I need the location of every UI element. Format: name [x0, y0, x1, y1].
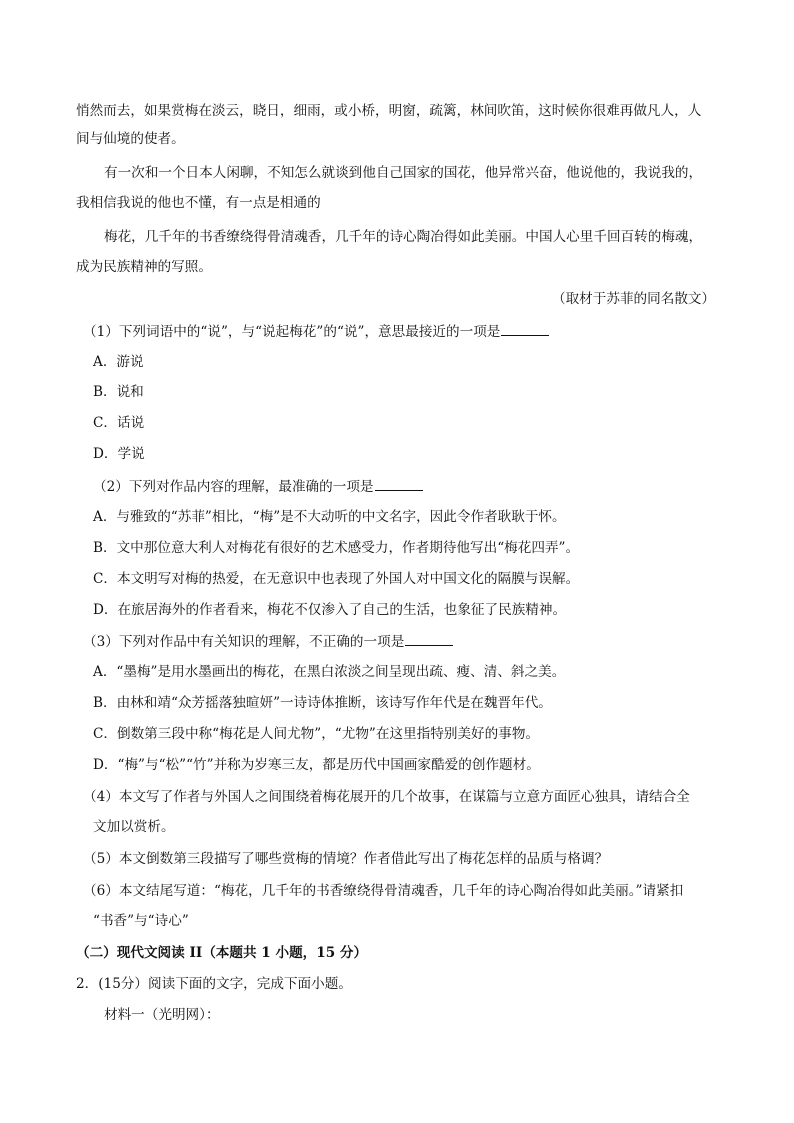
passage-p2-line2: 我相信我说的他也不懂，有一点是相通的 [76, 195, 321, 211]
question-2-option-b: B．文中那位意大利人对梅花有很好的艺术感受力，作者期待他写出“梅花四弄”。 [93, 540, 580, 556]
section-2-material: 材料一（光明网）： [104, 1007, 220, 1023]
question-5-line1: （5）本文倒数第三段描写了哪些赏梅的情境？作者借此写出了梅花怎样的品质与格调？ [83, 851, 609, 867]
section-2-heading: （二）现代文阅读 II（本题共 1 小题，15 分） [76, 945, 368, 961]
question-2-option-d: D．在旅居海外的作者看来，梅花不仅渗入了自己的生活，也象征了民族精神。 [93, 602, 567, 618]
question-1-stem [83, 322, 549, 341]
question-1-stem-text: （1）下列词语中的“说”，与“说起梅花”的“说”，意思最接近的一项是 [83, 324, 501, 340]
passage-p3-line1: 梅花，几千年的书香缭绕得骨清魂香，几千年的诗心陶冶得如此美丽。中国人心里千回百转的梅魂， [104, 229, 703, 245]
question-2-stem [93, 477, 423, 496]
question-6-line2: “书香”与“诗心” [93, 913, 189, 929]
answer-blank [501, 322, 549, 336]
question-2-stem-text: （2）下列对作品内容的理解，最准确的一项是 [93, 479, 374, 495]
passage-p1-line1: 悄然而去，如果赏梅在淡云，晓日，细雨，或小桥，明窗，疏篱，林间吹笛，这时候你很难再做凡人，人 [76, 103, 702, 119]
question-3-option-d: D．“梅”与“松”“竹”并称为岁寒三友，都是历代中国画家酷爱的创作题材。 [93, 757, 540, 773]
question-2-option-c: C．本文明写对梅的热爱，在无意识中也表现了外国人对中国文化的隔膜与误解。 [93, 571, 580, 587]
passage-source: （取材于苏菲的同名散文） [552, 291, 716, 307]
question-4-line2: 文加以赏析。 [93, 819, 175, 835]
question-3-option-c: C．倒数第三段中称“梅花是人间尤物”，“尤物”在这里指特别美好的事物。 [93, 726, 540, 742]
question-1-option-b: B．说和 [93, 384, 144, 400]
passage-p1-line2: 间与仙境的使者。 [76, 131, 185, 147]
question-1-option-d: D．学说 [93, 446, 145, 462]
passage-p2-line1: 有一次和一个日本人闲聊，不知怎么就谈到他自己国家的国花，他异常兴奋，他说他的，我说我的， [104, 165, 703, 181]
section-2-item: 2．(15分）阅读下面的文字，完成下面小题。 [76, 976, 352, 992]
question-4-line1: （4）本文写了作者与外国人之间围绕着梅花展开的几个故事，在谋篇与立意方面匠心独具，请结合全 [83, 789, 690, 805]
question-2-option-a: A．与雅致的“苏菲”相比，“梅”是不大动听的中文名字，因此令作者耿耿于怀。 [93, 509, 566, 525]
question-6-line1: （6）本文结尾写道：“梅花，几千年的书香缭绕得骨清魂香，几千年的诗心陶冶得如此美丽。”请紧扣 [83, 883, 684, 899]
question-1-option-c: C．话说 [93, 415, 145, 431]
question-3-option-a: A．“墨梅”是用水墨画出的梅花，在黑白浓淡之间呈现出疏、瘦、清、斜之美。 [93, 664, 566, 680]
question-1-option-a: A．游说 [93, 354, 144, 370]
question-3-stem-text: （3）下列对作品中有关知识的理解，不正确的一项是 [83, 634, 405, 650]
answer-blank [375, 477, 423, 491]
question-3-option-b: B．由林和靖“众芳摇落独暄妍”一诗诗体推断，该诗写作年代是在魏晋年代。 [93, 695, 552, 711]
passage-p3-line2: 成为民族精神的写照。 [76, 259, 212, 275]
question-3-stem [83, 632, 453, 651]
answer-blank [405, 632, 453, 646]
